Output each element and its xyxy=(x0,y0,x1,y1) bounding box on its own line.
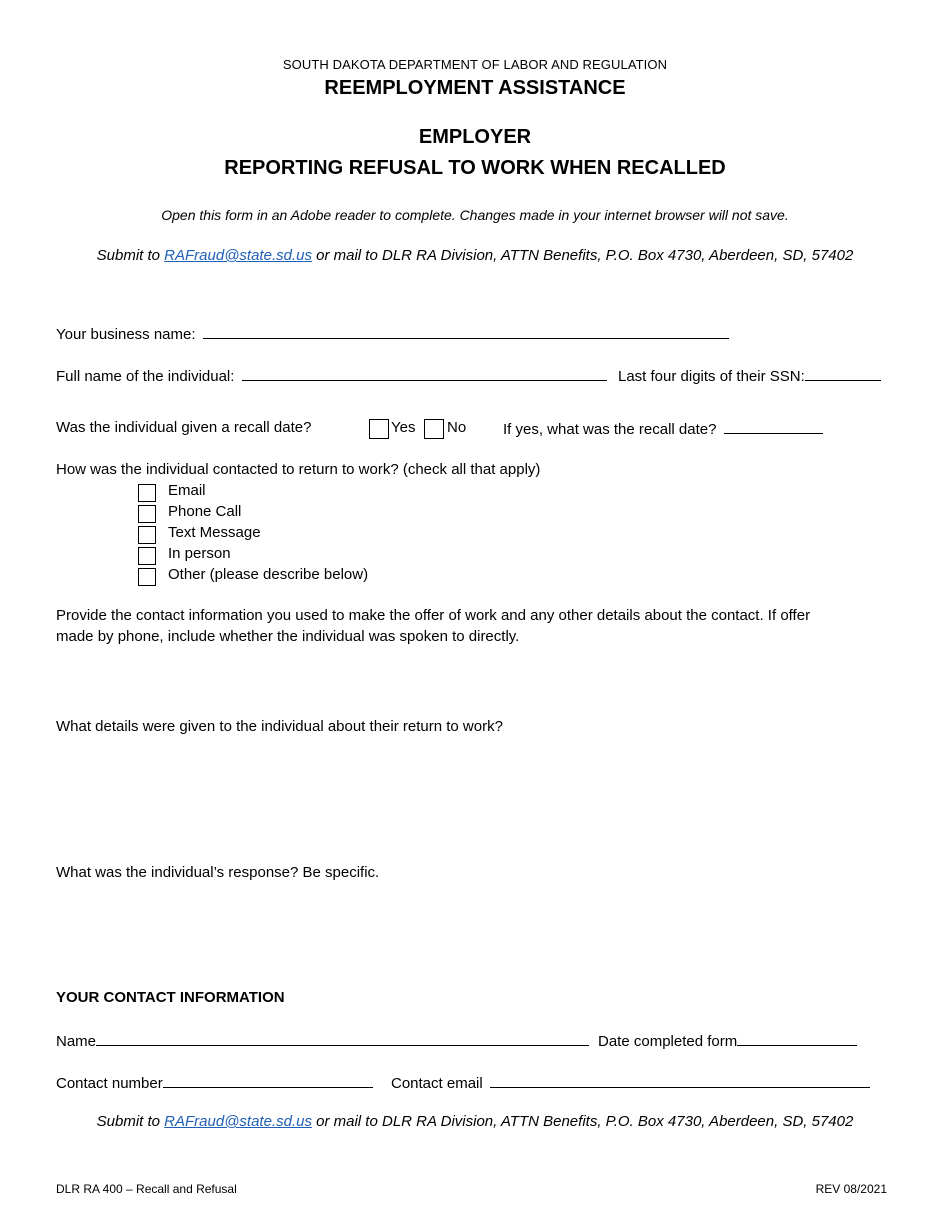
your-contact-heading: YOUR CONTACT INFORMATION xyxy=(56,989,285,1006)
fraud-email-link[interactable]: RAFraud@state.sd.us xyxy=(164,1113,312,1130)
department-name: SOUTH DAKOTA DEPARTMENT OF LABOR AND REGULATION xyxy=(282,57,668,72)
date-completed-field[interactable] xyxy=(737,1031,857,1046)
contact-number-field[interactable] xyxy=(163,1073,373,1088)
submit-suffix: or mail to DLR RA Division, ATTN Benefits, P.O. Box 4730, Aberdeen, SD, 57402 xyxy=(311,247,854,264)
contact-in-person-checkbox[interactable] xyxy=(138,547,156,565)
contact-email-checkbox[interactable] xyxy=(138,484,156,502)
ssn-field[interactable] xyxy=(805,366,881,381)
name-row xyxy=(56,1031,589,1050)
submit-suffix: or mail to DLR RA Division, ATTN Benefits, P.O. Box 4730, Aberdeen, SD, 57402 xyxy=(311,1113,854,1130)
name-label: Name xyxy=(56,1033,97,1050)
contact-method-question: How was the individual contacted to return to work? (check all that apply) xyxy=(56,461,541,478)
contact-email-label: Contact email xyxy=(391,1075,483,1092)
individual-name-field[interactable] xyxy=(242,366,607,381)
submit-instructions-top xyxy=(0,247,950,264)
contact-text-checkbox[interactable] xyxy=(138,526,156,544)
contact-info-answer-area[interactable] xyxy=(56,650,894,706)
recall-yes-label: Yes xyxy=(391,419,416,436)
adobe-note: Open this form in an Adobe reader to complete. Changes made in your internet browser will not save. xyxy=(161,207,789,223)
ssn-label: Last four digits of their SSN: xyxy=(618,368,805,385)
recall-yes-checkbox[interactable] xyxy=(369,419,389,439)
individual-name-row xyxy=(56,366,607,385)
program-title: REEMPLOYMENT ASSISTANCE xyxy=(324,77,626,99)
individual-name-label: Full name of the individual: xyxy=(56,368,235,385)
submit-prefix: Submit to xyxy=(96,1113,165,1130)
name-field[interactable] xyxy=(96,1031,589,1046)
date-completed-row xyxy=(598,1031,857,1050)
contact-option-label: Text Message xyxy=(168,524,261,541)
form-id: DLR RA 400 – Recall and Refusal xyxy=(56,1182,237,1196)
contact-email-field[interactable] xyxy=(490,1073,870,1088)
business-name-field[interactable] xyxy=(203,324,729,339)
recall-no-checkbox[interactable] xyxy=(424,419,444,439)
details-answer-area[interactable] xyxy=(56,742,894,852)
contact-option-label: In person xyxy=(168,545,231,562)
contact-email-row xyxy=(391,1073,870,1092)
contact-option-label: Email xyxy=(168,482,206,499)
form-title-line2: REPORTING REFUSAL TO WORK WHEN RECALLED xyxy=(224,157,726,179)
contact-option-label: Other (please describe below) xyxy=(168,566,369,583)
business-name-row xyxy=(56,324,729,343)
recall-date-field[interactable] xyxy=(724,419,823,434)
contact-phone-checkbox[interactable] xyxy=(138,505,156,523)
response-question: What was the individual’s response? Be specific. xyxy=(56,864,380,881)
details-question: What details were given to the individual about their return to work? xyxy=(56,718,503,735)
submit-instructions-bottom xyxy=(0,1113,950,1130)
ssn-row xyxy=(618,366,881,385)
revision-date: REV 08/2021 xyxy=(815,1182,887,1196)
contact-info-question-line2: made by phone, include whether the individual was spoken to directly. xyxy=(56,628,520,645)
recall-date-label: If yes, what was the recall date? xyxy=(503,421,717,438)
date-completed-label: Date completed form xyxy=(598,1033,738,1050)
contact-info-question-line1: Provide the contact information you used to make the offer of work and any other details about the contact. If offer xyxy=(56,607,811,624)
contact-number-label: Contact number xyxy=(56,1075,163,1092)
contact-option-label: Phone Call xyxy=(168,503,242,520)
recall-date-row xyxy=(503,419,823,438)
recall-no-label: No xyxy=(447,419,467,436)
fraud-email-link[interactable]: RAFraud@state.sd.us xyxy=(164,247,312,264)
recall-question: Was the individual given a recall date? xyxy=(56,419,312,436)
contact-other-checkbox[interactable] xyxy=(138,568,156,586)
response-answer-area[interactable] xyxy=(56,888,894,978)
contact-number-row xyxy=(56,1073,373,1092)
business-name-label: Your business name: xyxy=(56,326,196,343)
submit-prefix: Submit to xyxy=(96,247,165,264)
form-title-line1: EMPLOYER xyxy=(418,126,532,148)
